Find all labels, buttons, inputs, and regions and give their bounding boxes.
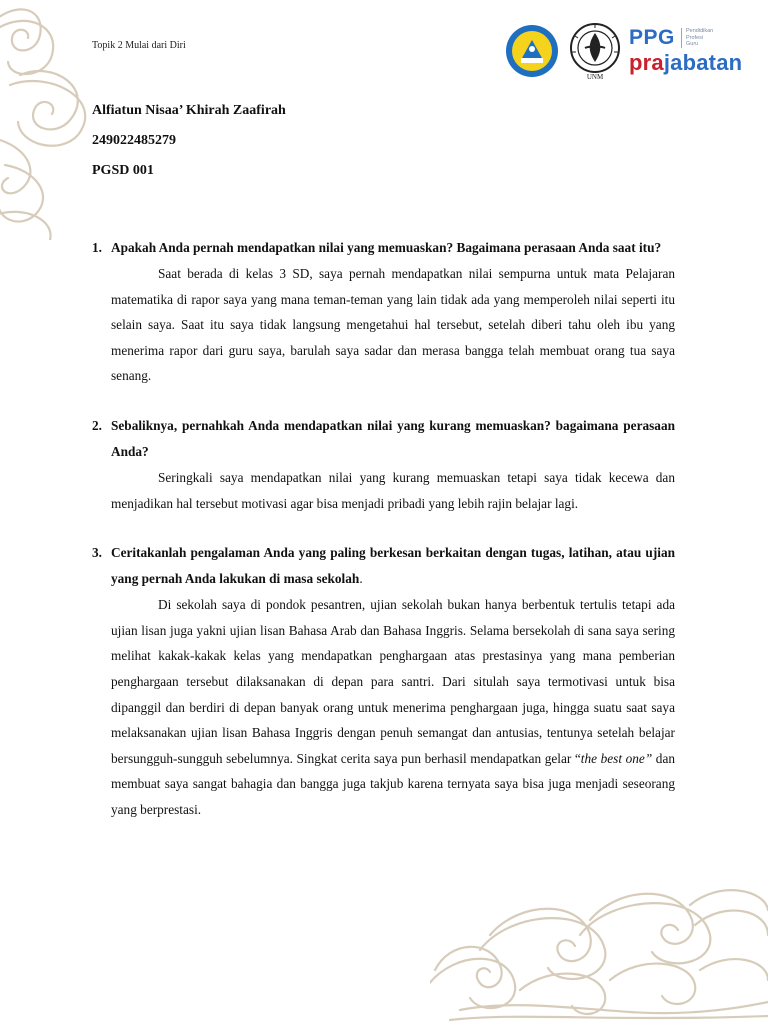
student-name: Alfiatun Nisaa’ Khirah Zaafirah [92, 103, 286, 118]
prajabatan-wordmark: prajabatan [629, 50, 743, 75]
question-text: Ceritakanlah pengalaman Anda yang paling berkesan berkaitan dengan tugas, latihan, atau ujian yang pernah Anda lakukan di masa sekolah. [111, 545, 675, 587]
answer-2: Seringkali saya mendapatkan nilai yang kurang memuaskan tetapi saya tidak kecewa dan menjadikan hal tersebut motivasi agar bisa menjadi pribadi yang lebih rajin belajar lagi. [111, 469, 675, 511]
question-2 [92, 413, 675, 465]
kemdikbud-logo [505, 24, 559, 78]
question-text: Sebaliknya, pernahkah Anda mendapatkan nilai yang kurang memuaskan? bagaimana perasaan Anda? [111, 417, 675, 459]
question-number: 3. [92, 545, 102, 561]
question-number: 1. [92, 240, 102, 255]
cloud-ornament-bottom-right [430, 880, 768, 1024]
cloud-ornament-left [0, 0, 110, 240]
question-text: Apakah Anda pernah mendapatkan nilai yang memuaskan? Bagaimana perasaan Anda saat itu? [111, 240, 662, 255]
ppg-prajabatan-logo [629, 26, 755, 76]
answer-1: Saat berada di kelas 3 SD, saya pernah mendapatkan nilai sempurna untuk mata Pelajaran matematika di rapor saya yang mana teman-teman yang lain tidak ada yang memperoleh nilai seperti itu selain saya. Saat itu saya tidak langsung mengetahui hal tersebut, setelah diberi tahu oleh ibu yang menerima rapor dari guru saya, barulah saya sadar dan merasa bangga telah membuat orang tua saya senang. [111, 266, 675, 384]
unm-logo [567, 22, 623, 80]
answer-3: Di sekolah saya di pondok pesantren, ujian sekolah bukan hanya berbentuk tertulis tetapi ada ujian lisan juga yakni ujian lisan Bahasa Arab dan Bahasa Inggris. Selama bersekolah di sana saya sering melihat kakak-kakak kelas yang mendapatkan penghargaan atas prestasinya yang mana pemberian penghargaan tersebut dilaksanakan di depan para santri. Dari situlah saya termotivasi untuk bisa dipanggil dan berdiri di depan banyak orang untuk menerima penghargaan juga, hingga suatu saat saya melaksanakan ujian lisan Bahasa Inggris dengan penuh semangat dan antusias, tentunya setelah belajar bersungguh-sungguh sebelumnya. Singkat cerita saya pun berhasil mendapatkan gelar “the best one” dan membuat saya sangat bahagia dan bangga juga takjub karena ternyata saya bisa juga menjadi seseorang yang berprestasi. [111, 597, 675, 817]
question-3 [92, 540, 675, 592]
institution-logos [505, 22, 755, 82]
award-title: the best one” [580, 750, 653, 766]
question-number: 2. [92, 417, 102, 433]
header-topic: Topik 2 Mulai dari Diri [92, 40, 186, 51]
ppg-subtitle: Pendidikan Profesi Guru [681, 28, 713, 48]
question-1 [92, 235, 675, 261]
student-class: PGSD 001 [92, 163, 154, 178]
ppg-wordmark: PPG [629, 26, 675, 49]
unm-label: UNM [586, 73, 604, 80]
questions-section [92, 235, 675, 823]
student-id: 249022485279 [92, 133, 176, 148]
